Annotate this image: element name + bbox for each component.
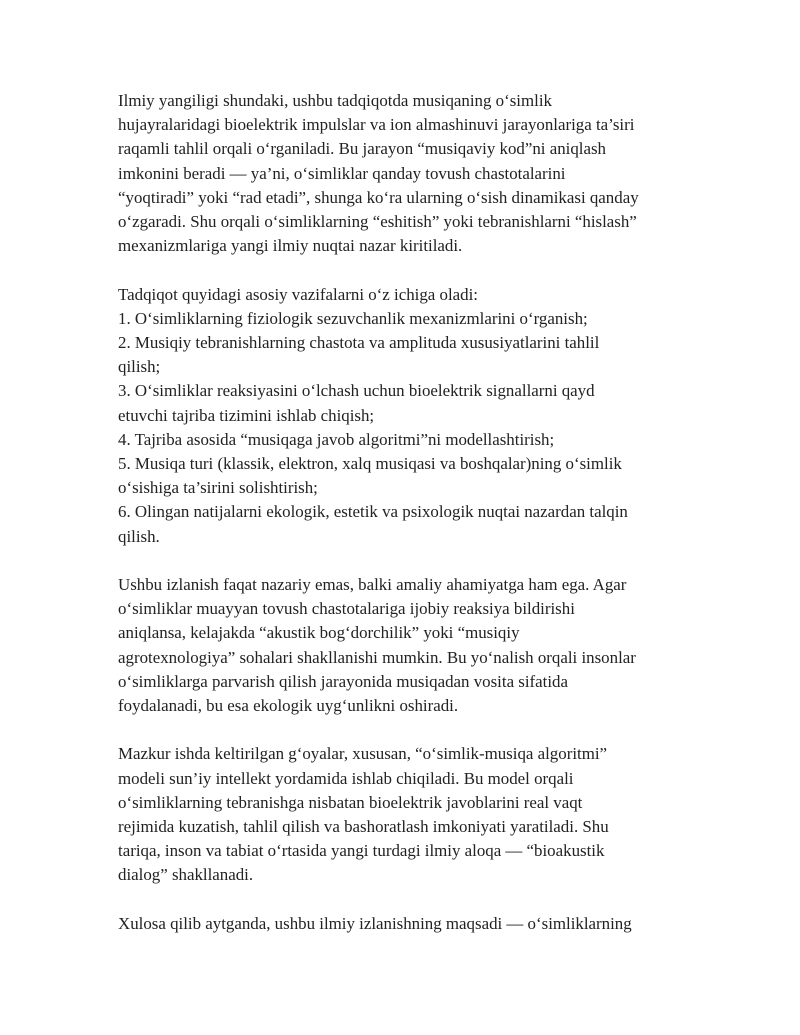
text-line: Tadqiqot quyidagi asosiy vazifalarni o‘z ichiga oladi: xyxy=(118,284,478,304)
text-line: Ilmiy yangiligi shundaki, ushbu tadqiqotda musiqaning o‘simlik xyxy=(118,91,552,110)
text-line: imkonini beradi — ya’ni, o‘simliklar qanday tovush chastotalarini xyxy=(118,163,566,183)
text-line: agrotexnologiya” sohalari shakllanishi mumkin. Bu yo‘nalish orqali insonlar xyxy=(118,647,636,667)
paragraph-conclusion xyxy=(118,912,690,936)
text-line: raqamli tahlil orqali o‘rganiladi. Bu jarayon “musiqaviy kod”ni aniqlash xyxy=(118,139,606,159)
paragraph-research-tasks xyxy=(118,283,690,549)
text-line: o‘simliklarning tebranishga nisbatan bioelektrik javoblarini real vaqt xyxy=(118,792,583,812)
text-line: Ushbu izlanish faqat nazariy emas, balki amaliy ahamiyatga ham ega. Agar xyxy=(118,575,627,595)
document-body xyxy=(118,89,690,960)
list-item-continuation: o‘sishiga ta’sirini solishtirish; xyxy=(118,478,318,498)
text-line: foydalanadi, bu esa ekologik uyg‘unlikni oshiradi. xyxy=(118,696,459,716)
text-line: dialog” shakllanadi. xyxy=(118,865,254,885)
text-line: o‘zgaradi. Shu orqali o‘simliklarning “eshitish” yoki tebranishlarni “hislash” xyxy=(118,212,637,232)
list-item: 5. Musiqa turi (klassik, elektron, xalq musiqasi va boshqalar)ning o‘simlik xyxy=(118,454,622,474)
list-item-continuation: etuvchi tajriba tizimini ishlab chiqish; xyxy=(118,405,375,425)
paragraph-algorithm-model xyxy=(118,742,690,887)
text-line: aniqlansa, kelajakda “akustik bog‘dorchilik” yoki “musiqiy xyxy=(118,623,520,643)
text-line: o‘simliklarga parvarish qilish jarayonida musiqadan vosita sifatida xyxy=(118,671,569,691)
list-item-continuation: qilish. xyxy=(118,526,160,546)
text-line: modeli sun’iy intellekt yordamida ishlab chiqiladi. Bu model orqali xyxy=(118,768,574,788)
text-line: “yoqtiradi” yoki “rad etadi”, shunga ko‘ra ularning o‘sish dinamikasi qanday xyxy=(118,187,639,207)
text-line: hujayralaridagi bioelektrik impulslar va ion almashinuvi jarayonlariga ta’siri xyxy=(118,115,635,135)
text-line: Mazkur ishda keltirilgan g‘oyalar, xususan, “o‘simlik-musiqa algoritmi” xyxy=(118,744,608,764)
list-item: 4. Tajriba asosida “musiqaga javob algoritmi”ni modellashtirish; xyxy=(118,429,555,449)
text-line: Xulosa qilib aytganda, ushbu ilmiy izlanishning maqsadi — o‘simliklarning xyxy=(118,913,632,933)
text-line: o‘simliklar muayyan tovush chastotalariga ijobiy reaksiya bildirishi xyxy=(118,599,575,619)
list-item-continuation: qilish; xyxy=(118,357,161,377)
text-line: tariqa, inson va tabiat o‘rtasida yangi turdagi ilmiy aloqa — “bioakustik xyxy=(118,841,605,861)
text-line: mexanizmlariga yangi ilmiy nuqtai nazar kiritiladi. xyxy=(118,236,463,256)
paragraph-practical-significance xyxy=(118,573,690,718)
text-line: rejimida kuzatish, tahlil qilish va bashoratlash imkoniyati yaratiladi. Shu xyxy=(118,817,609,837)
list-item: 2. Musiqiy tebranishlarning chastota va amplituda xususiyatlarini tahlil xyxy=(118,333,600,353)
list-item: 1. O‘simliklarning fiziologik sezuvchanlik mexanizmlarini o‘rganish; xyxy=(118,308,588,328)
list-item: 3. O‘simliklar reaksiyasini o‘lchash uchun bioelektrik signallarni qayd xyxy=(118,381,595,401)
list-item: 6. Olingan natijalarni ekologik, estetik va psixologik nuqtai nazardan talqin xyxy=(118,502,628,522)
paragraph-scientific-novelty xyxy=(118,89,690,258)
